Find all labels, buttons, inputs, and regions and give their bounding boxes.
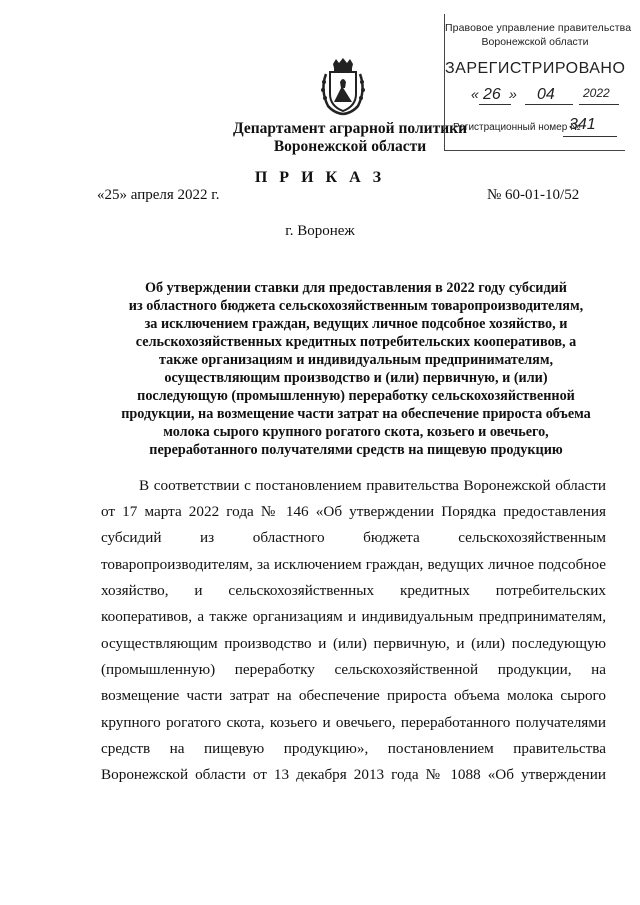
stamp-date-year: 2022 xyxy=(583,86,610,100)
body-line: (промышленную) переработку сельскохозяйственной продукции, на xyxy=(101,661,606,678)
stamp-date-quote-close: » xyxy=(509,86,517,102)
body-line: субсидий из областного бюджета сельскохозяйственным xyxy=(101,529,606,546)
body-line: товаропроизводителям, за исключением граждан, ведущих личное подсобное xyxy=(101,556,606,573)
title-line: последующую (промышленную) переработку сельскохозяйственной xyxy=(137,388,575,404)
body-line: хозяйство, и сельскохозяйственных кредитных потребительских xyxy=(101,582,606,599)
stamp-date-month: 04 xyxy=(537,86,555,103)
body-line: В соответствии с постановлением правительства Воронежской области xyxy=(139,477,606,494)
body-line: возмещение части затрат на обеспечение прироста объема молока сырого xyxy=(101,687,606,704)
body-line: средств на пищевую продукцию», постановлением правительства xyxy=(101,740,606,757)
title-line: за исключением граждан, ведущих личное подсобное хозяйство, и xyxy=(144,316,568,332)
stamp-registered-label: ЗАРЕГИСТРИРОВАНО xyxy=(445,60,626,77)
title-line: продукции, на возмещение части затрат на обеспечение прироста объема xyxy=(121,406,591,422)
title-line: Об утверждении ставки для предоставления в 2022 году субсидий xyxy=(145,280,567,296)
order-date: «25» апреля 2022 г. xyxy=(97,187,220,203)
stamp-region-line: Воронежской области xyxy=(481,36,589,48)
title-line: осуществляющим производство и (или) первичную, и (или) xyxy=(164,370,548,386)
voronezh-coat-of-arms-icon xyxy=(318,58,368,116)
title-line: также организациям и индивидуальным предпринимателям, xyxy=(158,352,554,368)
body-line: Воронежской области от 13 декабря 2013 года № 1088 «Об утверждении xyxy=(101,766,606,783)
title-line: сельскохозяйственных кредитных потребительских кооперативов, а xyxy=(135,334,577,350)
stamp-date-quote-open: « xyxy=(471,86,479,102)
order-city: г. Воронеж xyxy=(285,223,355,239)
title-line: переработанного получателями средств на пищевую продукцию xyxy=(149,442,563,458)
stamp-authority-line: Правовое управление правительства xyxy=(445,22,632,34)
body-line: крупного рогатого скота, козьего и овечьего, переработанного получателями xyxy=(101,714,606,731)
stamp-reg-label: Регистрационный номер № xyxy=(453,122,581,133)
department-name-line1: Департамент аграрной политики xyxy=(232,120,467,137)
stamp-reg-number: 341 xyxy=(569,116,596,133)
department-name-line2: Воронежской области xyxy=(273,138,427,155)
body-line: от 17 марта 2022 года № 146 «Об утверждении Порядка предоставления xyxy=(101,503,606,520)
document-type: П Р И К А З xyxy=(254,169,386,186)
stamp-date-day: 26 xyxy=(483,86,501,103)
body-line: осуществляющим производство и (или) первичную, и (или) последующую xyxy=(101,635,606,652)
body-line: кооперативов, а также организациям и индивидуальным предпринимателям, xyxy=(101,608,606,625)
title-line: из областного бюджета сельскохозяйственным товаропроизводителям, xyxy=(128,298,584,314)
title-line: молока сырого крупного рогатого скота, козьего и овечьего, xyxy=(163,424,549,440)
order-number: № 60-01-10/52 xyxy=(487,187,580,203)
stamp-date xyxy=(459,86,619,106)
